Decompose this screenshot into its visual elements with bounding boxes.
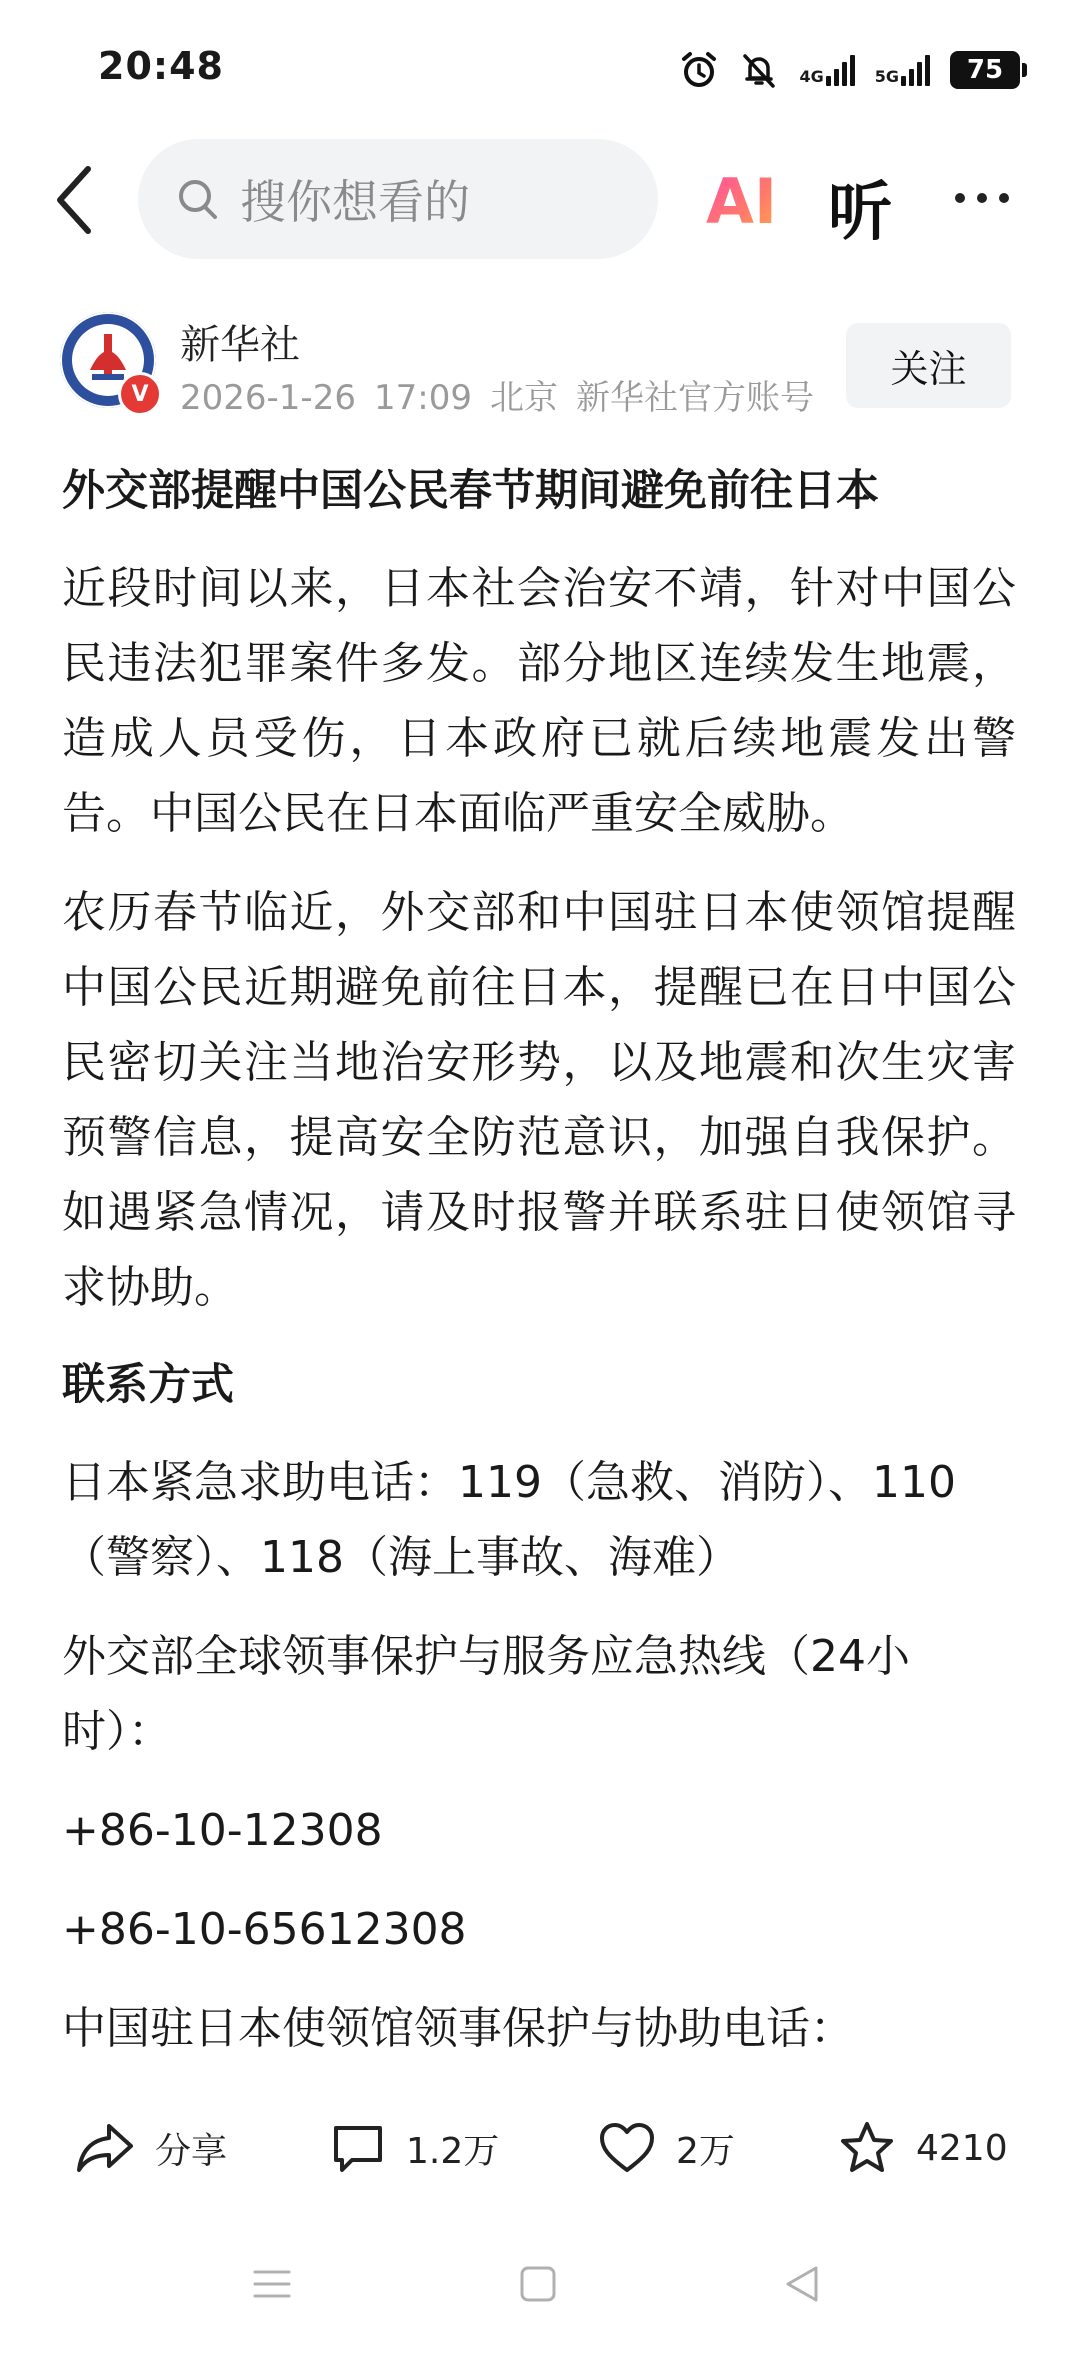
phone-number[interactable]: +86-10-65612308 <box>62 1904 467 1955</box>
post-date: 2026-1-26 <box>180 378 356 418</box>
comment-button[interactable] <box>330 2100 499 2196</box>
signal-5g-icon <box>875 55 930 86</box>
embassy-label: 中国驻日本使领馆领事保护与协助电话： <box>62 2003 854 2054</box>
back-triangle-icon[interactable] <box>782 2264 822 2308</box>
contact-heading: 联系方式 <box>62 1360 234 1410</box>
share-button[interactable] <box>75 2100 227 2196</box>
menu-icon[interactable] <box>252 2264 292 2308</box>
article-paragraph: 农历春节临近，外交部和中国驻日本使领馆提醒中国公民近期避免前往日本，提醒已在日中国公民密切关注当地治安形势，以及地震和次生灾害预警信息，提高安全防范意识，加强自我保护。如遇紧急情况，请及时报警并联系驻日使领馆寻求协助。 <box>62 887 1016 1313</box>
status-time: 20:48 <box>98 44 224 88</box>
status-bar <box>0 0 1080 140</box>
share-icon <box>75 2120 135 2176</box>
post-location: 北京 <box>489 378 558 418</box>
search-bar[interactable] <box>138 139 658 259</box>
battery-level: 75 <box>966 55 1004 85</box>
search-placeholder: 搜你想看的 <box>240 175 470 229</box>
post-time: 17:09 <box>373 378 472 418</box>
back-arrow-icon[interactable] <box>48 163 108 237</box>
listen-button[interactable]: 听 <box>828 176 892 250</box>
favorite-button[interactable] <box>838 2100 1008 2196</box>
author-account-type: 新华社官方账号 <box>575 378 814 418</box>
hotline-label: 外交部全球领事保护与服务应急热线（24小时）： <box>62 1631 910 1757</box>
verified-badge: V <box>118 372 162 416</box>
action-bar <box>0 2100 1080 2196</box>
article-paragraph: 近段时间以来，日本社会治安不靖，针对中国公民违法犯罪案件多发。部分地区连续发生地震，造成人员受伤，日本政府已就后续地震发出警告。中国公民在日本面临严重安全威胁。 <box>62 563 1016 839</box>
star-icon <box>838 2120 896 2176</box>
post-meta <box>180 370 832 419</box>
status-icons <box>679 48 1020 92</box>
like-button[interactable] <box>598 2100 735 2196</box>
follow-button[interactable]: 关注 <box>846 323 1011 408</box>
comment-icon <box>330 2120 386 2176</box>
system-nav-bar <box>0 2240 1080 2340</box>
comment-count: 1.2万 <box>406 2130 500 2172</box>
battery-icon <box>950 51 1020 89</box>
mute-bell-icon <box>739 50 779 90</box>
alarm-icon <box>679 50 719 90</box>
article-body <box>62 455 1016 2090</box>
emergency-numbers: 日本紧急求助电话：119（急救、消防）、110（警察）、118（海上事故、海难） <box>62 1457 956 1583</box>
search-icon <box>176 177 220 221</box>
heart-icon <box>598 2120 656 2176</box>
like-count: 2万 <box>676 2130 735 2172</box>
home-icon[interactable] <box>518 2264 558 2308</box>
favorite-count: 4210 <box>916 2127 1008 2169</box>
network-5g-label: 5G <box>874 66 899 86</box>
share-label: 分享 <box>155 2130 228 2172</box>
article-title: 外交部提醒中国公民春节期间避免前往日本 <box>62 466 879 516</box>
more-menu-icon[interactable] <box>955 193 1009 203</box>
author-name[interactable]: 新华社 <box>180 322 300 368</box>
ai-button[interactable]: AI <box>706 165 778 238</box>
phone-number[interactable]: +86-10-12308 <box>62 1805 383 1856</box>
top-nav <box>0 135 1080 265</box>
network-4g-label: 4G <box>799 66 824 86</box>
signal-4g-icon <box>799 55 854 86</box>
